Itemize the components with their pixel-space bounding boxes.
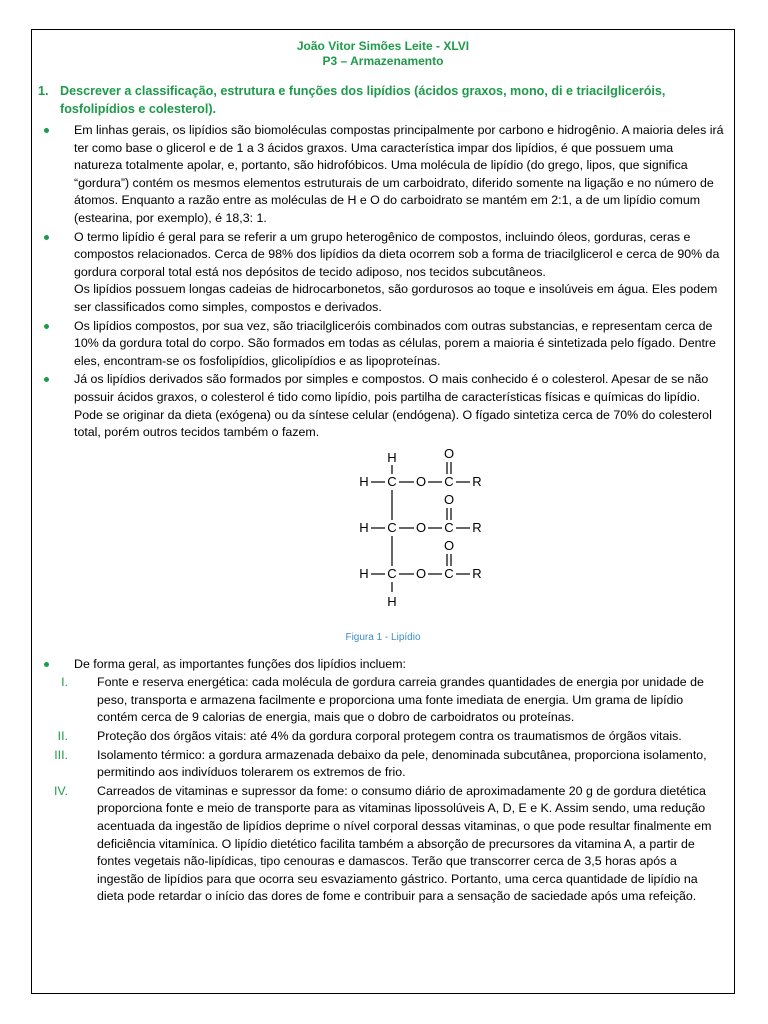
- function-text: Carreados de vitaminas e supressor da fome: o consumo diário de aproximadamente 20 g de gordura dietética proporciona fonte e meio de transporte para as vitaminas lipossolúveis A, D, E e K. Assim sendo, uma redução acentuada da ingestão de lipídios deprime o nível corporal dessas vitaminas, o que pode resultar finalmente em deficiência vitamínica. O lipídio dietético facilita também a absorção de precursores da vitamina A, a partir de fontes vegetais não-lipídicas, tipo cenouras e damascos. Terão que transcorrer cerca de 3,5 horas após a ingestão de lipídios para que ocorra seu esvaziamento gástrico. Portanto, uma cerca quantidade de lipídio na dieta pode retardar o início das dores de fome e contribuir para a sensação de saciedade após uma refeição.: [97, 783, 712, 904]
- bullet-text: Os lipídios compostos, por sua vez, são triacilgliceróis combinados com outras substancias, e representam cerca de 10% da gordura total do corpo. São formados em todas as células, porem a maioria é sintetizada pelo fígado. Dentre eles, encontram-se os fosfolipídios, glicolipídios e as lipoproteínas.: [74, 318, 716, 368]
- atom-h-top: H: [387, 449, 397, 465]
- functions-intro-text: De forma geral, as importantes funções dos lipídios incluem:: [74, 656, 406, 671]
- subtitle-line: P3 – Armazenamento: [322, 54, 444, 68]
- question-text: Descrever a classificação, estrutura e funções dos lipídios (ácidos graxos, mono, di e triacilgliceróis, fosfolipídios e colesterol).: [60, 84, 666, 116]
- bullet-dot-icon: [44, 662, 49, 667]
- function-text: Isolamento térmico: a gordura armazenada debaixo da pele, denominada subcutânea, proporciona isolamento, permitindo aos indivíduos tolerarem os extremos de frio.: [97, 747, 707, 780]
- atom-o-row1: O: [415, 473, 427, 489]
- atom-o-carbonyl-row3: O: [443, 537, 455, 553]
- bullet-dot-icon: [44, 128, 49, 133]
- atom-h-row2: H: [359, 519, 369, 535]
- bullet-text: Já os lipídios derivados são formados por simples e compostos. O mais conhecido é o colesterol. Apesar de se não possuir ácidos graxos, o colesterol é tido como lipídio, pois partilha de características físicas e químicas do lipídio. Pode se originar da dieta (exógena) ou da síntese celular (endógena). O fígado sintetiza cerca de 70% do colesterol total, porém outros tecidos também o fazem.: [74, 372, 712, 440]
- bullet-item: [32, 371, 734, 441]
- bullet-text: O termo lipídio é geral para se referir a um grupo heterogênico de compostos, incluindo óleos, gorduras, ceras e compostos relacionados. Cerca de 98% dos lipídios da dieta ocorrem sob a forma de triacilglicerol e cerca de 90% da gordura corporal total está nos depósitos de tecido adiposo, nos tecidos subcutâneos.: [74, 229, 720, 279]
- bullet-dot-icon: [44, 377, 49, 382]
- atom-c-row3: C: [387, 565, 397, 581]
- atom-r-row3: R: [472, 565, 482, 581]
- function-item: [32, 783, 734, 906]
- function-item: [32, 728, 734, 746]
- atom-r-row1: R: [472, 473, 482, 489]
- bullet-dot-icon: [44, 324, 49, 329]
- bullet-dot-icon: [44, 235, 49, 240]
- roman-numeral: II.: [57, 729, 68, 744]
- atom-r-row2: R: [472, 519, 482, 535]
- bullet-continuation-text: Os lipídios possuem longas cadeias de hidrocarbonetos, são gordurosos ao toque e insolúveis em água. Eles podem ser classificados como simples, compostos e derivados.: [74, 282, 718, 314]
- function-item: [32, 747, 734, 782]
- function-text: Proteção dos órgãos vitais: até 4% da gordura corporal protegem contra os traumatismos de órgãos vitais.: [97, 729, 682, 744]
- triacylglycerol-structure-diagram: [322, 444, 492, 612]
- atom-o-carbonyl-row2: O: [443, 491, 455, 507]
- author-line: João Vitor Simões Leite - XLVI: [296, 39, 470, 53]
- roman-numeral: IV.: [53, 783, 68, 798]
- atom-h-bottom: H: [387, 593, 397, 609]
- figure-caption: Figura 1 - Lipídio: [345, 631, 421, 643]
- atom-c-carbonyl-row2: C: [444, 519, 454, 535]
- bullet-text: Em linhas gerais, os lipídios são biomoléculas compostas principalmente por carbono e hidrogênio. A maioria deles irá ter como base o glicerol e de 1 a 3 ácidos graxos. Uma característica impar dos lipídios, é que possuem uma natureza totalmente apolar, e, portanto, são hidrofóbicos. Uma molécula de lipídio (do grego, lipos, que significa “gordura”) contém os mesmos elementos estruturais de um carboidrato, diferido somente na ligação e no número de átomos. Enquanto a razão entre as moléculas de H e O do carboidrato se mantém em 2:1, a de um lipídio comum (estearina, por exemplo), é 18,3: 1.: [74, 123, 724, 225]
- roman-numeral: I.: [61, 675, 68, 690]
- atom-h-row3: H: [359, 565, 369, 581]
- atom-o-row2: O: [415, 519, 427, 535]
- question-number: 1.: [38, 84, 49, 98]
- atom-c-row2: C: [387, 519, 397, 535]
- atom-o-row3: O: [415, 565, 427, 581]
- document-page: [31, 29, 735, 994]
- document-body: [32, 122, 734, 907]
- lipid-structure-figure: [32, 444, 736, 634]
- atom-c-row1: C: [387, 473, 397, 489]
- atom-h-row1: H: [359, 473, 369, 489]
- bullet-item: [32, 122, 734, 228]
- bullet-item: [32, 318, 734, 371]
- atom-c-carbonyl-row3: C: [444, 565, 454, 581]
- question-heading: [38, 82, 726, 118]
- document-header: [32, 39, 734, 69]
- atom-o-carbonyl-row1: O: [443, 445, 455, 461]
- bullet-item: [32, 656, 734, 674]
- roman-numeral: III.: [54, 747, 68, 762]
- bullet-item: [32, 229, 734, 317]
- function-item: [32, 674, 734, 727]
- atom-c-carbonyl-row1: C: [444, 473, 454, 489]
- function-text: Fonte e reserva energética: cada molécula de gordura carreia grandes quantidades de energia por unidade de peso, transporta e armazena facilmente e proporciona uma fonte imediata de energia. Um grama de lipídio contém cerca de 9 calorias de energia, mais que o dobro de carboidratos ou proteínas.: [97, 675, 704, 725]
